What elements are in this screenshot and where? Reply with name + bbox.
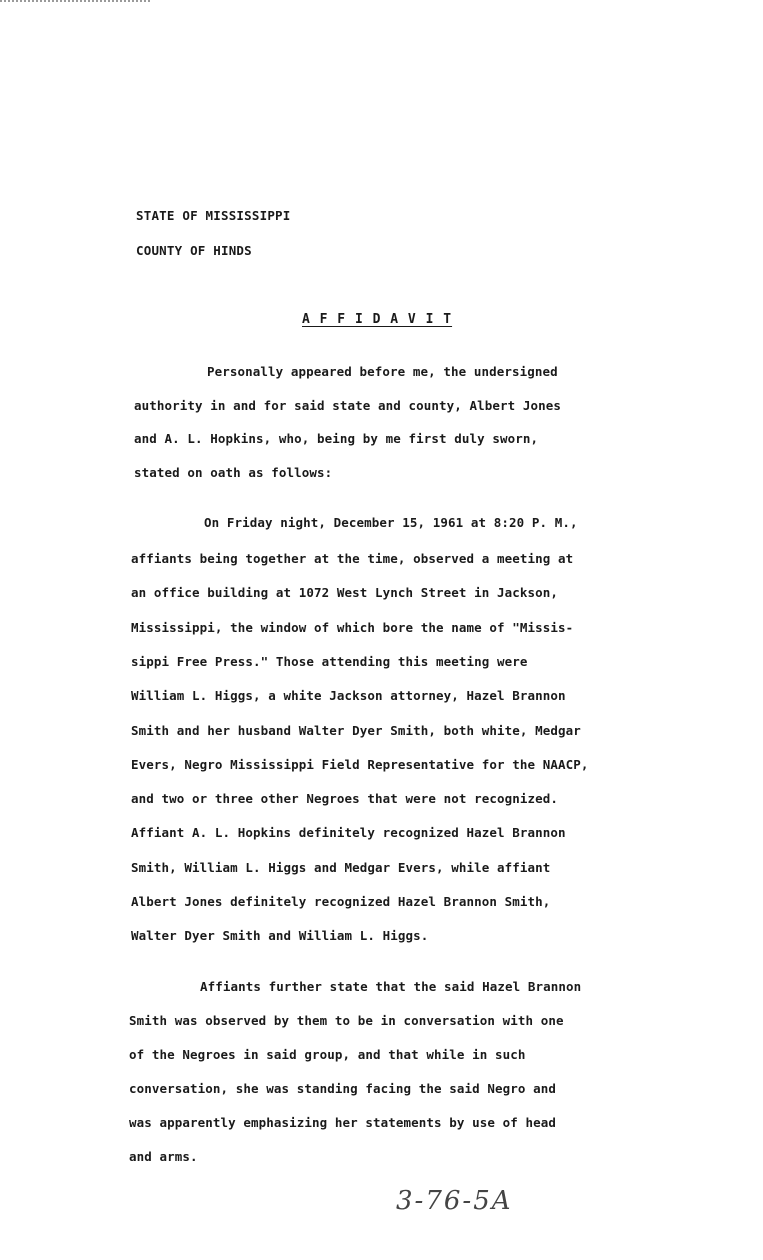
- paragraph-3-line: and arms.: [129, 1149, 198, 1164]
- paragraph-2-line: Affiant A. L. Hopkins definitely recognized Hazel Brannon: [131, 825, 566, 840]
- paragraph-2-line: Albert Jones definitely recognized Hazel Brannon Smith,: [131, 894, 551, 909]
- paragraph-3-line: Smith was observed by them to be in conversation with one: [129, 1013, 564, 1028]
- document-title: A F F I D A V I T: [302, 312, 453, 327]
- paragraph-2-line: Evers, Negro Mississippi Field Representative for the NAACP,: [131, 757, 589, 772]
- paragraph-1-line: stated on oath as follows:: [134, 465, 333, 480]
- paragraph-2-line: Smith, William L. Higgs and Medgar Evers, while affiant: [131, 860, 551, 875]
- paragraph-3-line: was apparently emphasizing her statements by use of head: [129, 1115, 557, 1130]
- handwritten-file-number: 3-76-5A: [396, 1186, 513, 1216]
- paragraph-3-line: Affiants further state that the said Hazel Brannon: [200, 979, 582, 994]
- county-heading: COUNTY OF HINDS: [136, 243, 252, 258]
- paragraph-1-line: authority in and for said state and county, Albert Jones: [134, 398, 562, 413]
- paragraph-2-line: Walter Dyer Smith and William L. Higgs.: [131, 928, 429, 943]
- scan-edge-marks: [0, 0, 150, 2]
- paragraph-2-line: an office building at 1072 West Lynch Street in Jackson,: [131, 585, 559, 600]
- paragraph-2-line: affiants being together at the time, observed a meeting at: [131, 551, 574, 566]
- paragraph-2-line: Mississippi, the window of which bore the name of "Missis-: [131, 620, 574, 635]
- paragraph-3-line: of the Negroes in said group, and that while in such: [129, 1047, 526, 1062]
- paragraph-3-line: conversation, she was standing facing the said Negro and: [129, 1081, 557, 1096]
- paragraph-1-line: and A. L. Hopkins, who, being by me first duly sworn,: [134, 431, 539, 446]
- paragraph-2-line: William L. Higgs, a white Jackson attorney, Hazel Brannon: [131, 688, 566, 703]
- paragraph-2-line: Smith and her husband Walter Dyer Smith, both white, Medgar: [131, 723, 581, 738]
- paragraph-2-line: and two or three other Negroes that were not recognized.: [131, 791, 559, 806]
- paragraph-2-line: On Friday night, December 15, 1961 at 8:20 P. M.,: [204, 515, 578, 530]
- state-heading: STATE OF MISSISSIPPI: [136, 208, 291, 223]
- paragraph-1-line: Personally appeared before me, the undersigned: [207, 364, 558, 379]
- paragraph-2-line: sippi Free Press." Those attending this meeting were: [131, 654, 528, 669]
